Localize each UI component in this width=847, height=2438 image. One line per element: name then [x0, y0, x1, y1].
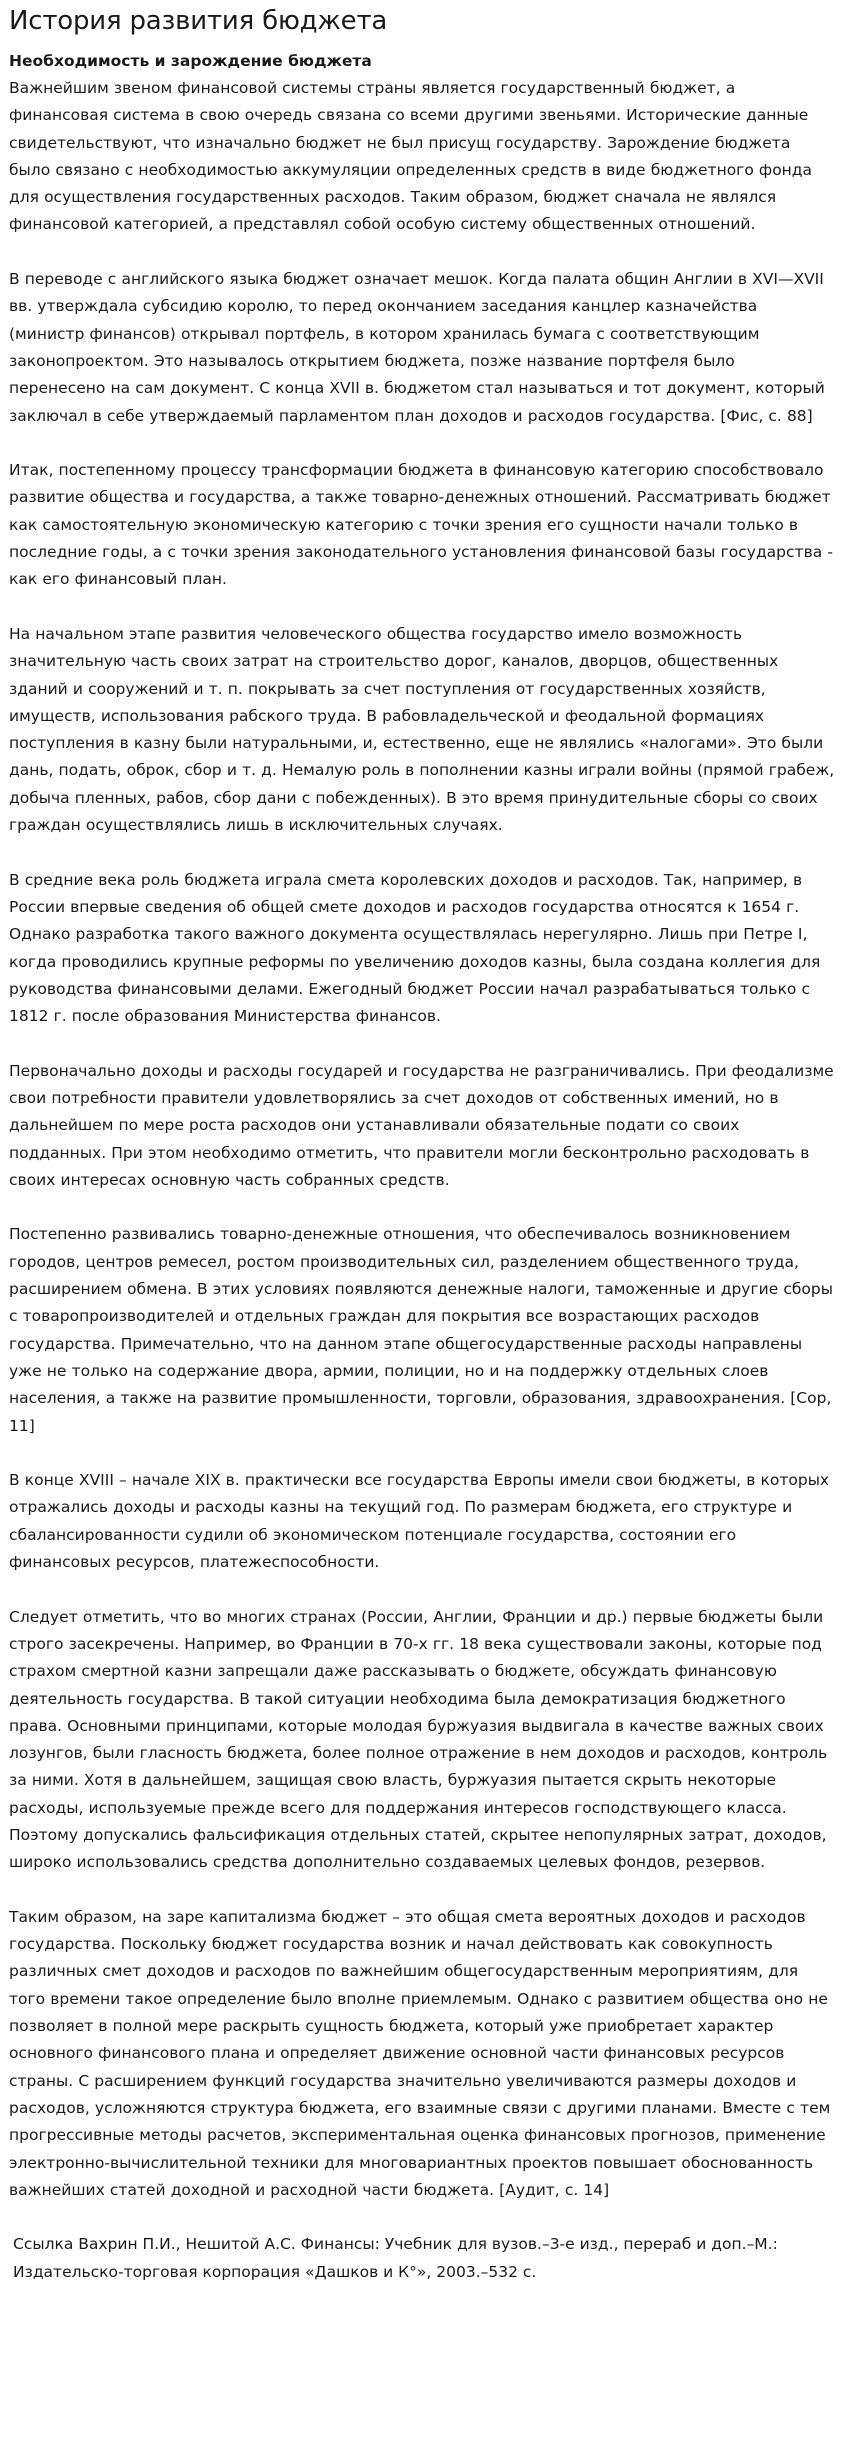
paragraph-3: Итак, постепенному процессу трансформации бюджета в финансовую категорию способствовало развитие общества и государства, а также товарно-денежных отношений. Рассматривать бюджет как самостоятельную экономическую категорию с точки зрения его сущности начали только в последние годы, а с точки зрения законодательного установления финансовой базы государства - как его финансовый план. — [9, 461, 833, 589]
paragraph-2: В переводе с английского языка бюджет означает мешок. Когда палата общин Англии в XVI—XVII вв. утверждала субсидию королю, то перед окончанием заседания канцлер казначейства (министр финансов) открывал портфель, в котором хранилась бумага с соответствующим законопроектом. Это называлось открытием бюджета, позже название портфеля было перенесено на сам документ. С конца XVII в. бюджетом стал называться и тот документ, который заключал в себе утверждаемый парламентом план доходов и расходов государства. [Фис, с. 88] — [9, 270, 825, 425]
paragraph-8: В конце XVIII – начале XIX в. практически все государства Европы имели свои бюджеты, в которых отражались доходы и расходы казны на текущий год. По размерам бюджета, его структуре и сбалансированности судили об экономическом потенциале государства, состоянии его финансовых ресурсов, платежеспособности. — [9, 1471, 830, 1572]
paragraph-10: Таким образом, на заре капитализма бюджет – это общая смета вероятных доходов и расходов государства. Поскольку бюджет государства возник и начал действовать как совокупность различных смет доходов и расходов по важнейшим общегосударственным мероприятиям, для того времени такое определение было вполне приемлемым. Однако с развитием общества оно не позволяет в полной мере раскрыть сущность бюджета, который уже приобретает характер основного финансового плана и определяет движение основной части финансовых ресурсов страны. С расширением функций государства значительно увеличиваются размеры доходов и расходов, усложняются структура бюджета, его взаимные связи с другими планами. Вместе с тем прогрессивные методы расчетов, экспериментальная оценка финансовых прогнозов, применение электронно-вычислительной техники для многовариантных проектов повышает обоснованность важнейших статей доходной и расходной части бюджета. [Аудит, с. 14] — [9, 1907, 831, 2199]
section-subtitle: Необходимость и зарождение бюджета — [9, 52, 372, 70]
page-title: История развития бюджета — [9, 6, 388, 36]
footnote-reference: Ссылка Вахрин П.И., Нешитой А.С. Финансы: Учебник для вузов.–3-е изд., перераб и доп.–М.: Издательско-торговая корпорация «Дашков и К°», 2003.–532 с. — [13, 2235, 778, 2281]
paragraph-6: Первоначально доходы и расходы государей и государства не разграничивались. При феодализме свои потребности правители удовлетворялись за счет доходов от собственных имений, но в дальнейшем по мере роста расходов они устанавливали обязательные подати со своих подданных. При этом необходимо отметить, что правители могли бесконтрольно расходовать в своих интересах основную часть собранных средств. — [9, 1061, 834, 1189]
paragraph-4: На начальном этапе развития человеческого общества государство имело возможность значительную часть своих затрат на строительство дорог, каналов, дворцов, общественных зданий и сооружений и т. п. покрывать за счет поступления от государственных хозяйств, имуществ, использования рабского труда. В рабовладельческой и феодальной формациях поступления в казну были натуральными, и, естественно, еще не являлись «налогами». Это были дань, подать, оброк, сбор и т. д. Немалую роль в пополнении казны играли войны (прямой грабеж, добыча пленных, рабов, сбор дани с побежденных). В это время принудительные сборы со своих граждан осуществлялись лишь в исключительных случаях. — [9, 624, 835, 835]
paragraph-7: Постепенно развивались товарно-денежные отношения, что обеспечивалось возникновением городов, центров ремесел, ростом производительных сил, разделением общественного труда, расширением обмена. В этих условиях появляются денежные налоги, таможенные и другие сборы с товаропроизводителей и отдельных граждан для покрытия все возрастающих расходов государства. Примечательно, что на данном этапе общегосударственные расходы направлены уже не только на содержание двора, армии, полиции, но и на поддержку отдельных слоев населения, а также на развитие промышленности, торговли, образования, здравоохранения. [Сор, 11] — [9, 1225, 833, 1435]
paragraph-1: Важнейшим звеном финансовой системы страны является государственный бюджет, а финансовая система в свою очередь связана со всеми другими звеньями. Исторические данные свидетельствуют, что изначально бюджет не был присущ государству. Зарождение бюджета было связано с необходимостью аккумуляции определенных средств в виде бюджетного фонда для осуществления государственных расходов. Таким образом, бюджет сначала не являлся финансовой категорией, а представлял собой особую систему общественных отношений. — [9, 79, 813, 234]
paragraph-5: В средние века роль бюджета играла смета королевских доходов и расходов. Так, например, в России впервые сведения об общей смете доходов и расходов государства относятся к 1654 г. Однако разработка такого важного документа осуществлялась нерегулярно. Лишь при Петре I, когда проводились крупные реформы по увеличению доходов казны, была создана коллегия для руководства финансовыми делами. Ежегодный бюджет России начал разрабатываться только с 1812 г. после образования Министерства финансов. — [9, 870, 821, 1026]
paragraph-9: Следует отметить, что во многих странах (России, Англии, Франции и др.) первые бюджеты были строго засекречены. Например, во Франции в 70-х гг. 18 века существовали законы, которые под страхом смертной казни запрещали даже рассказывать о бюджете, обсуждать финансовую деятельность государства. В такой ситуации необходима была демократизация бюджетного права. Основными принципами, которые молодая буржуазия выдвигала в качестве важных своих лозунгов, были гласность бюджета, более полное отражение в нем доходов и расходов, контроль за ними. Хотя в дальнейшем, защищая свою власть, буржуазия пытается скрыть некоторые расходы, используемые прежде всего для поддержания интересов господствующего класса. Поэтому допускались фальсификация отдельных статей, скрытее непопулярных затрат, доходов, широко использовались средства дополнительно создаваемых целевых фондов, резервов. — [9, 1607, 828, 1872]
